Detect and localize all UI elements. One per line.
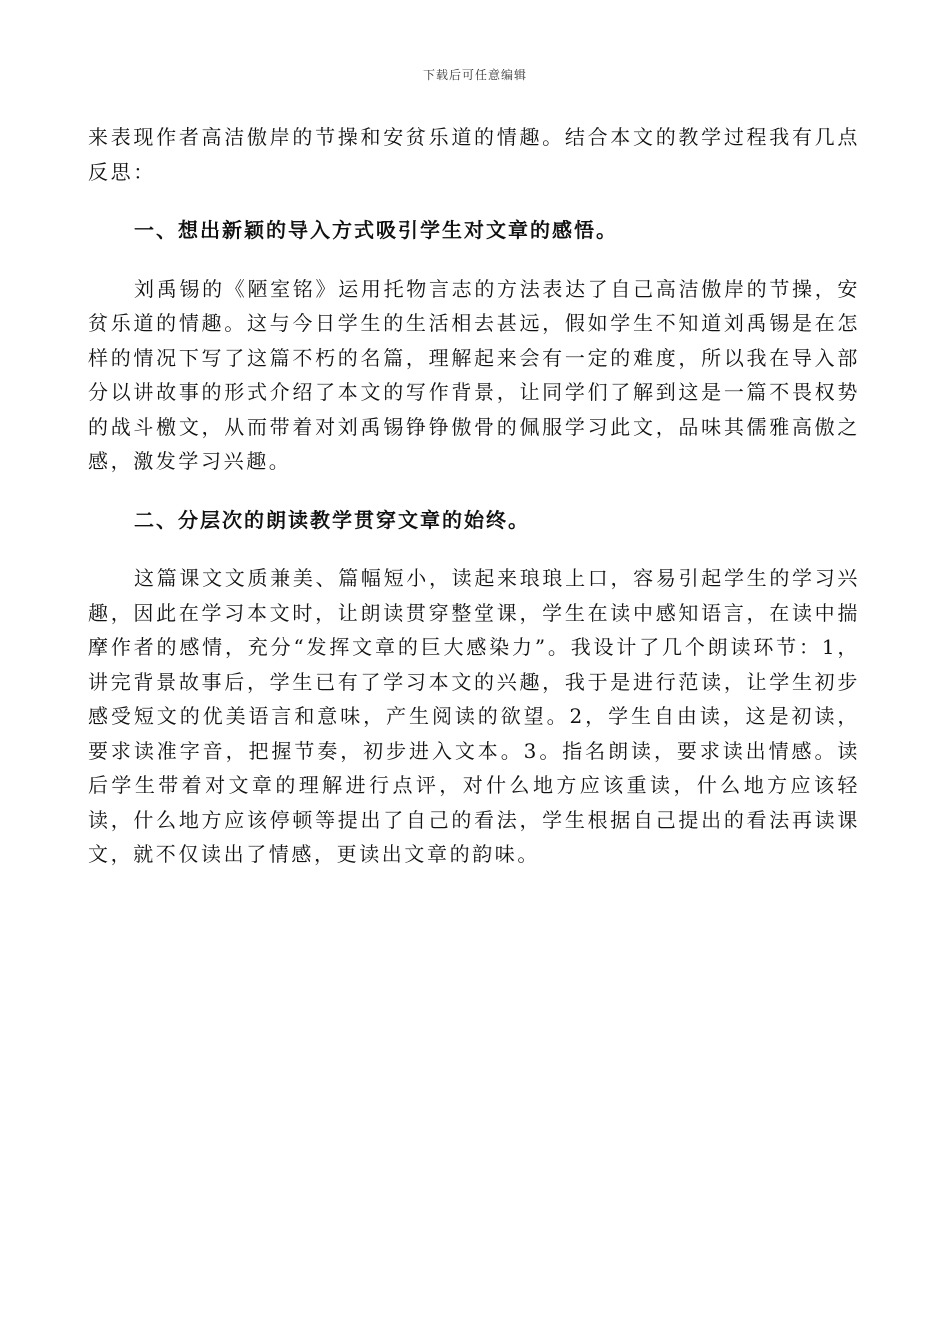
document-body <box>88 120 860 872</box>
intro-paragraph: 来表现作者高洁傲岸的节操和安贫乐道的情趣。结合本文的教学过程我有几点反思： <box>88 125 860 184</box>
section-2-paragraph: 这篇课文文质兼美、篇幅短小，读起来琅琅上口，容易引起学生的学习兴趣，因此在学习本文时，让朗读贯穿整堂课，学生在读中感知语言，在读中揣摩作者的感情，充分“发挥文章的巨大感染力”。我设计了几个朗读环节：1，讲完背景故事后，学生已有了学习本文的兴趣，我于是进行范读，让学生初步感受短文的优美语言和意味，产生阅读的欲望。2，学生自由读，这是初读，要求读准字音，把握节奏，初步进入文本。3。指名朗读，要求读出情感。读后学生带着对文章的理解进行点评，对什么地方应该重读，什么地方应该轻读，什么地方应该停顿等提出了自己的看法，学生根据自己提出的看法再读课文，就不仅读出了情感，更读出文章的韵味。 <box>88 566 860 866</box>
section-1-paragraph: 刘禹锡的《陋室铭》运用托物言志的方法表达了自己高洁傲岸的节操，安贫乐道的情趣。这与今日学生的生活相去甚远，假如学生不知道刘禹锡是在怎样的情况下写了这篇不朽的名篇，理解起来会有一定的难度，所以我在导入部分以讲故事的形式介绍了本文的写作背景，让同学们了解到这是一篇不畏权势的战斗檄文，从而带着对刘禹锡铮铮傲骨的佩服学习此文，品味其儒雅高傲之感，激发学习兴趣。 <box>88 276 860 473</box>
section-2-heading: 二、分层次的朗读教学贯穿文章的始终。 <box>134 507 530 532</box>
page-header: 下载后可任意编辑 <box>422 68 527 82</box>
section-1-heading: 一、想出新颖的导入方式吸引学生对文章的感悟。 <box>134 218 618 242</box>
